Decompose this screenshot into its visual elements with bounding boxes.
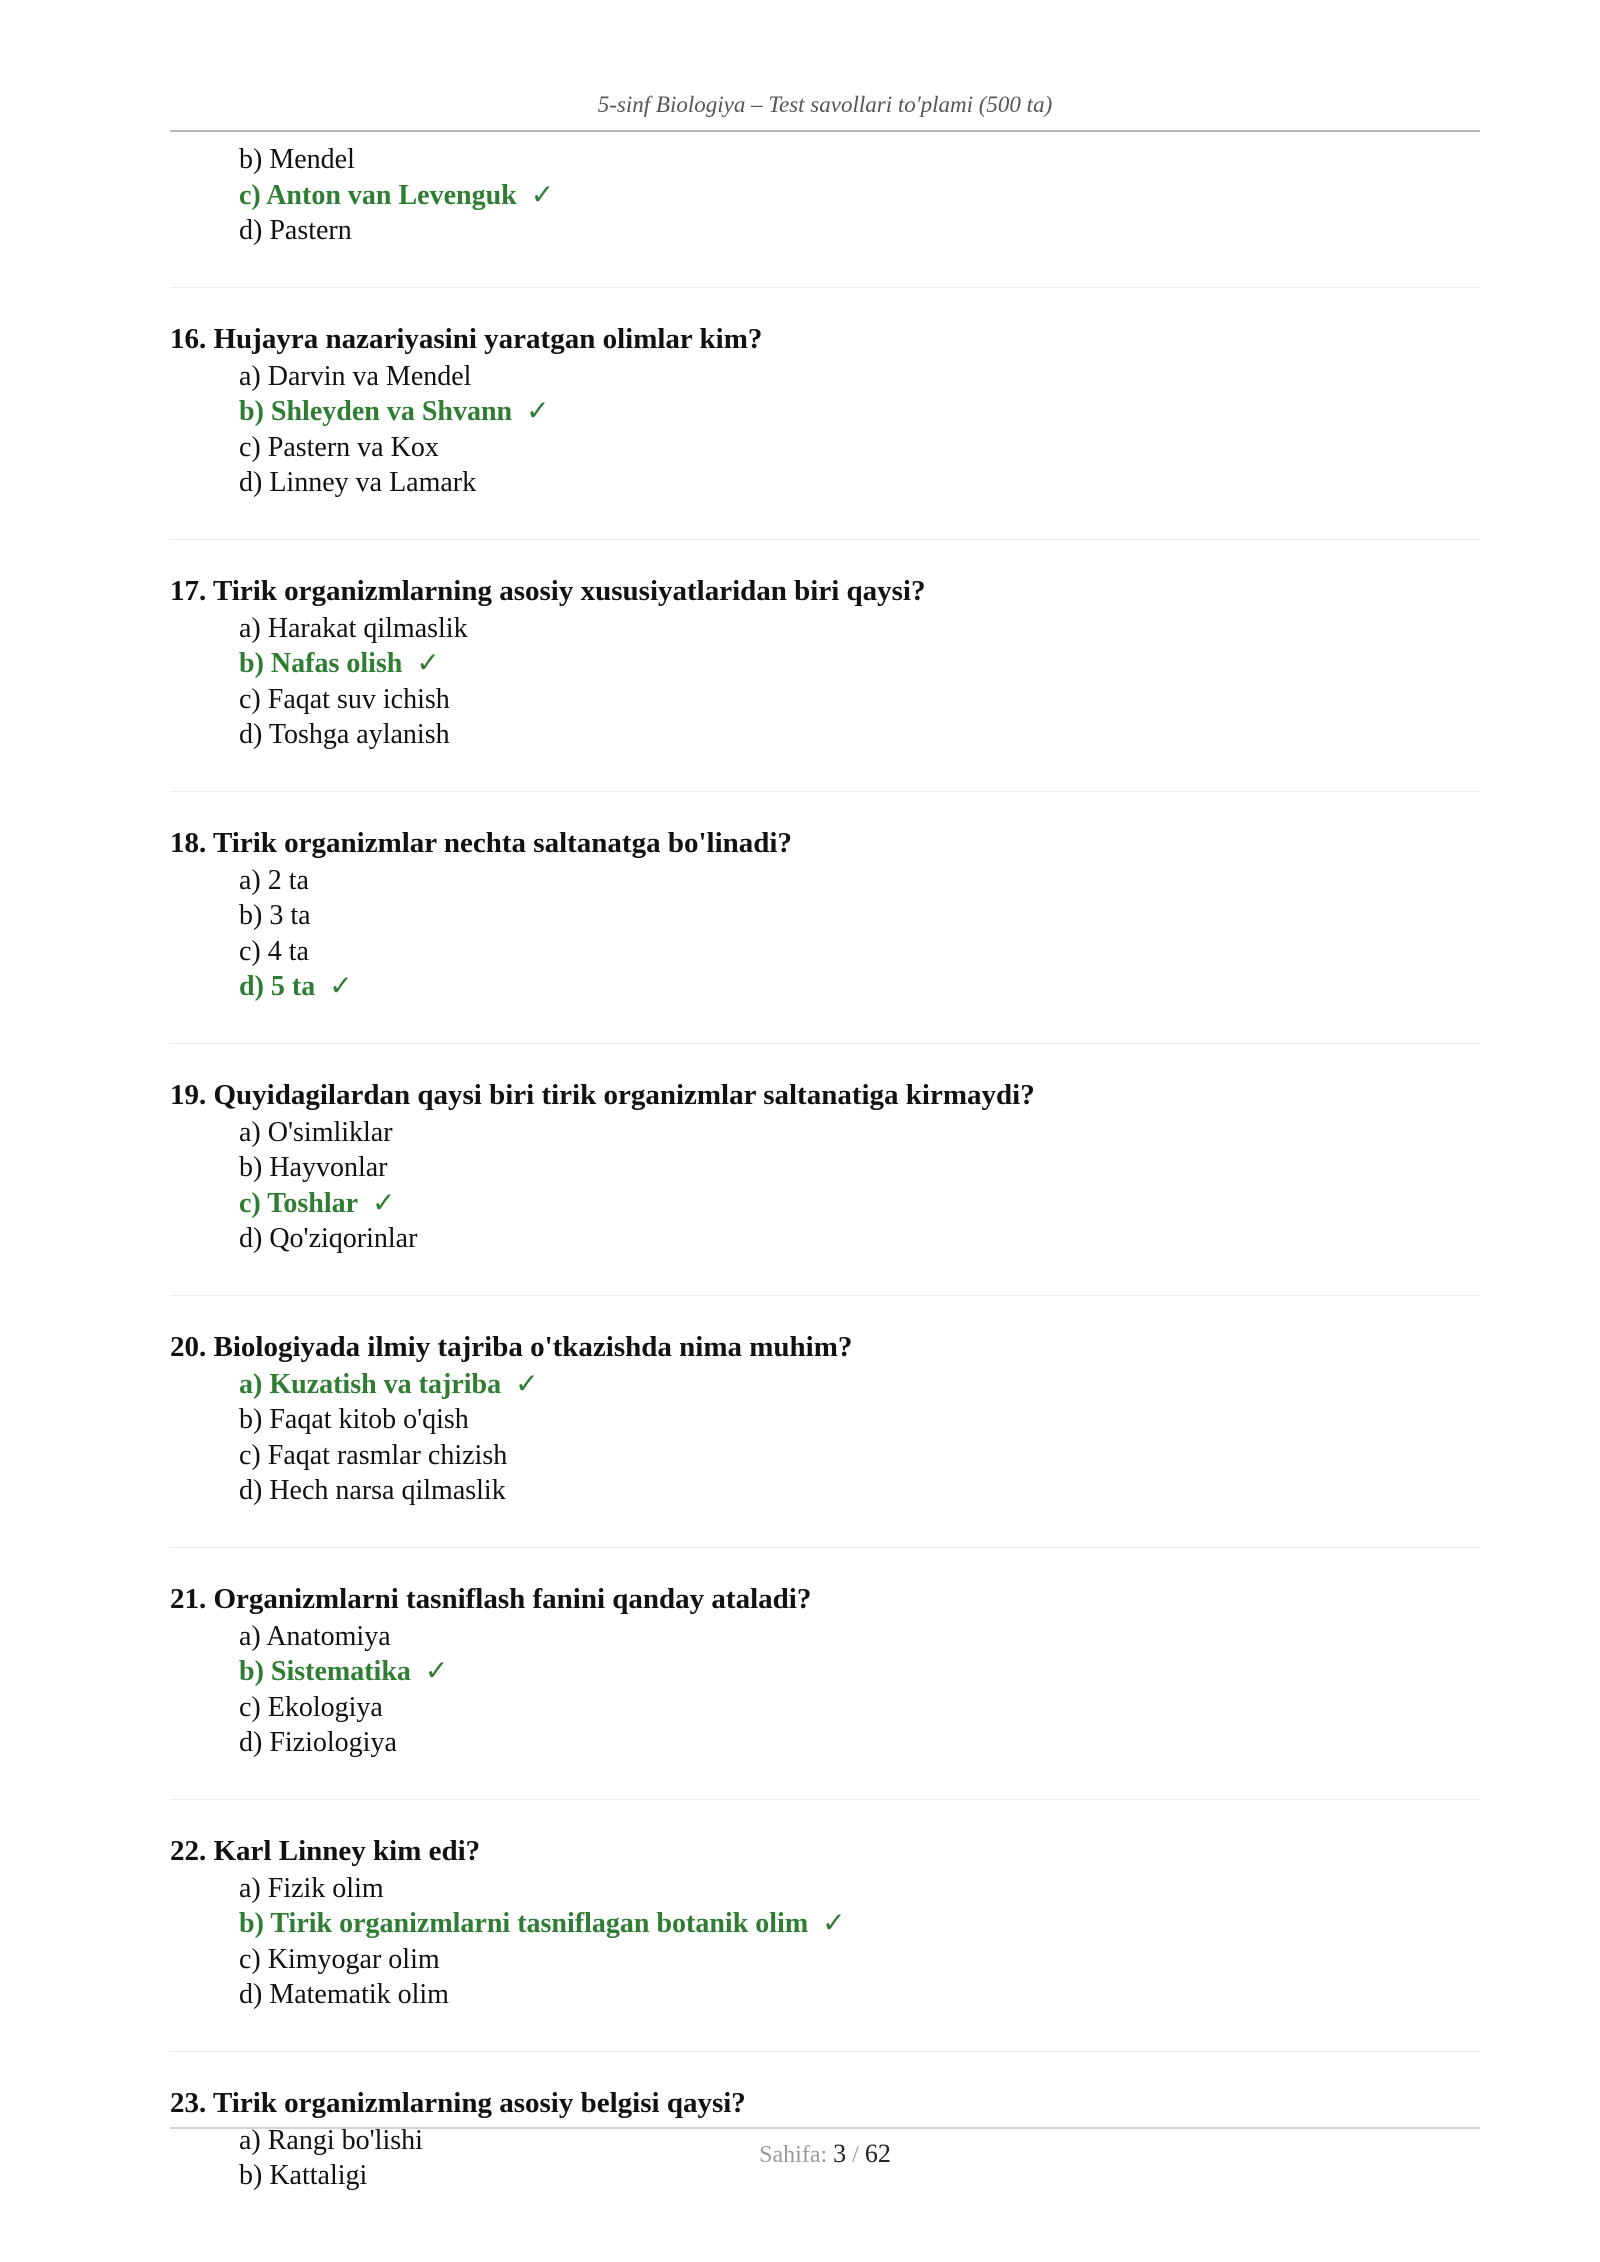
option-text: b) Kattaligi: [239, 2160, 368, 2191]
page-separator: /: [852, 2142, 859, 2168]
option-text: c) Pastern va Kox: [239, 431, 439, 463]
question-title: 17. Tirik organizmlarning asosiy xususiyatlaridan biri qaysi?: [170, 574, 926, 607]
question-divider: [170, 1799, 1480, 1800]
question-divider: [170, 287, 1480, 288]
answer-option-correct: [170, 1367, 1480, 1403]
option-text: d) Qo'ziqorinlar: [239, 1223, 418, 1254]
current-page-number: 3: [833, 2139, 847, 2168]
check-mark-icon: ✓: [515, 1368, 539, 1400]
option-text: d) Fiziologiya: [239, 1727, 397, 1758]
check-mark-icon: ✓: [526, 396, 550, 427]
answer-option: [170, 1690, 1480, 1726]
check-mark-icon: ✓: [329, 971, 353, 1002]
question-block: [170, 1076, 1480, 1257]
answer-option: [170, 611, 1480, 647]
footer-divider: [170, 2127, 1480, 2129]
answer-option: [170, 1221, 1480, 1257]
option-text: d) Pastern: [239, 215, 352, 246]
question-block: [170, 824, 1480, 1005]
question-block: [170, 1328, 1480, 1509]
option-text: a) Kuzatish va tajriba: [239, 1368, 502, 1400]
total-page-count: 62: [864, 2139, 891, 2168]
option-text: c) 4 ta: [239, 935, 309, 967]
option-text: a) Anatomiya: [239, 1620, 391, 1652]
answer-option: [170, 430, 1480, 466]
question-title: 20. Biologiyada ilmiy tajriba o'tkazishda nima muhim?: [170, 1330, 853, 1363]
check-mark-icon: ✓: [416, 648, 440, 679]
option-text: b) 3 ta: [239, 900, 311, 931]
question-list: [170, 142, 1480, 2194]
option-text: b) Mendel: [239, 144, 355, 175]
question-divider: [170, 2051, 1480, 2052]
answer-option: [170, 1115, 1480, 1151]
option-text: b) Sistematika: [239, 1656, 411, 1687]
option-text: c) Faqat rasmlar chizish: [239, 1439, 508, 1471]
page-footer: [170, 2139, 1480, 2169]
answer-option: [170, 1150, 1480, 1186]
answer-option-correct: [170, 394, 1480, 430]
question-title: 19. Quyidagilardan qaysi biri tirik organizmlar saltanatiga kirmaydi?: [170, 1078, 1035, 1111]
answer-option-correct: [170, 178, 1480, 214]
option-text: b) Hayvonlar: [239, 1152, 388, 1183]
option-text: b) Faqat kitob o'qish: [239, 1404, 469, 1435]
check-mark-icon: ✓: [424, 1656, 449, 1687]
option-text: c) Faqat suv ichish: [239, 683, 450, 715]
answer-option: [170, 717, 1480, 753]
answer-option: [170, 682, 1480, 718]
question-title: 21. Organizmlarni tasniflash fanini qanday ataladi?: [170, 1582, 812, 1615]
answer-option: [170, 1725, 1480, 1761]
option-text: d) Toshga aylanish: [239, 719, 450, 750]
question-divider: [170, 1043, 1480, 1044]
question-divider: [170, 539, 1480, 540]
question-divider: [170, 1295, 1480, 1296]
option-text: a) Rangi bo'lishi: [239, 2124, 423, 2156]
option-text: b) Tirik organizmlarni tasniflagan botanik olim: [239, 1908, 809, 1939]
answer-option-correct: [170, 1906, 1480, 1942]
question-block: [170, 1580, 1480, 1761]
answer-option: [170, 1942, 1480, 1978]
option-text: a) 2 ta: [239, 864, 309, 896]
page-header: 5-sinf Biologiya – Test savollari to'plami (500 ta): [597, 92, 1053, 117]
answer-option: [170, 1871, 1480, 1907]
answer-option-correct: [170, 969, 1480, 1005]
answer-option: [170, 1438, 1480, 1474]
option-text: a) Fizik olim: [239, 1872, 384, 1904]
option-text: a) Darvin va Mendel: [239, 360, 472, 392]
option-text: d) Hech narsa qilmaslik: [239, 1475, 506, 1506]
answer-option: [170, 1977, 1480, 2013]
question-title: 23. Tirik organizmlarning asosiy belgisi qaysi?: [170, 2086, 746, 2119]
question-block: [170, 320, 1480, 501]
question-title: 22. Karl Linney kim edi?: [170, 1834, 481, 1867]
option-text: c) Anton van Levenguk: [239, 179, 517, 211]
option-text: c) Ekologiya: [239, 1691, 383, 1723]
check-mark-icon: ✓: [372, 1187, 396, 1219]
answer-option-correct: [170, 1654, 1480, 1690]
question-block: [170, 572, 1480, 753]
option-text: a) O'simliklar: [239, 1116, 393, 1148]
answer-option: [170, 898, 1480, 934]
option-text: c) Toshlar: [239, 1187, 359, 1219]
answer-option: [170, 465, 1480, 501]
question-title: 16. Hujayra nazariyasini yaratgan olimlar kim?: [170, 322, 763, 355]
option-text: d) 5 ta: [239, 971, 316, 1002]
option-text: d) Matematik olim: [239, 1979, 449, 2010]
answer-option: [170, 142, 1480, 178]
question-block: [170, 1832, 1480, 2013]
answer-option: [170, 1619, 1480, 1655]
answer-option: [170, 213, 1480, 249]
answer-option: [170, 359, 1480, 395]
answer-option: [170, 863, 1480, 899]
option-text: c) Kimyogar olim: [239, 1943, 440, 1975]
check-mark-icon: ✓: [822, 1908, 846, 1939]
option-text: b) Shleyden va Shvann: [239, 396, 513, 427]
option-text: d) Linney va Lamark: [239, 467, 477, 498]
answer-option-correct: [170, 1186, 1480, 1222]
option-text: b) Nafas olish: [239, 648, 403, 679]
answer-option: [170, 1473, 1480, 1509]
question-title: 18. Tirik organizmlar nechta saltanatga bo'linadi?: [170, 826, 792, 859]
answer-option-correct: [170, 646, 1480, 682]
option-text: a) Harakat qilmaslik: [239, 612, 468, 644]
answer-option: [170, 934, 1480, 970]
page-label: Sahifa:: [759, 2142, 828, 2168]
question-divider: [170, 791, 1480, 792]
check-mark-icon: ✓: [530, 179, 555, 211]
header-divider: [170, 130, 1480, 132]
question-divider: [170, 1547, 1480, 1548]
answer-option: [170, 1402, 1480, 1438]
